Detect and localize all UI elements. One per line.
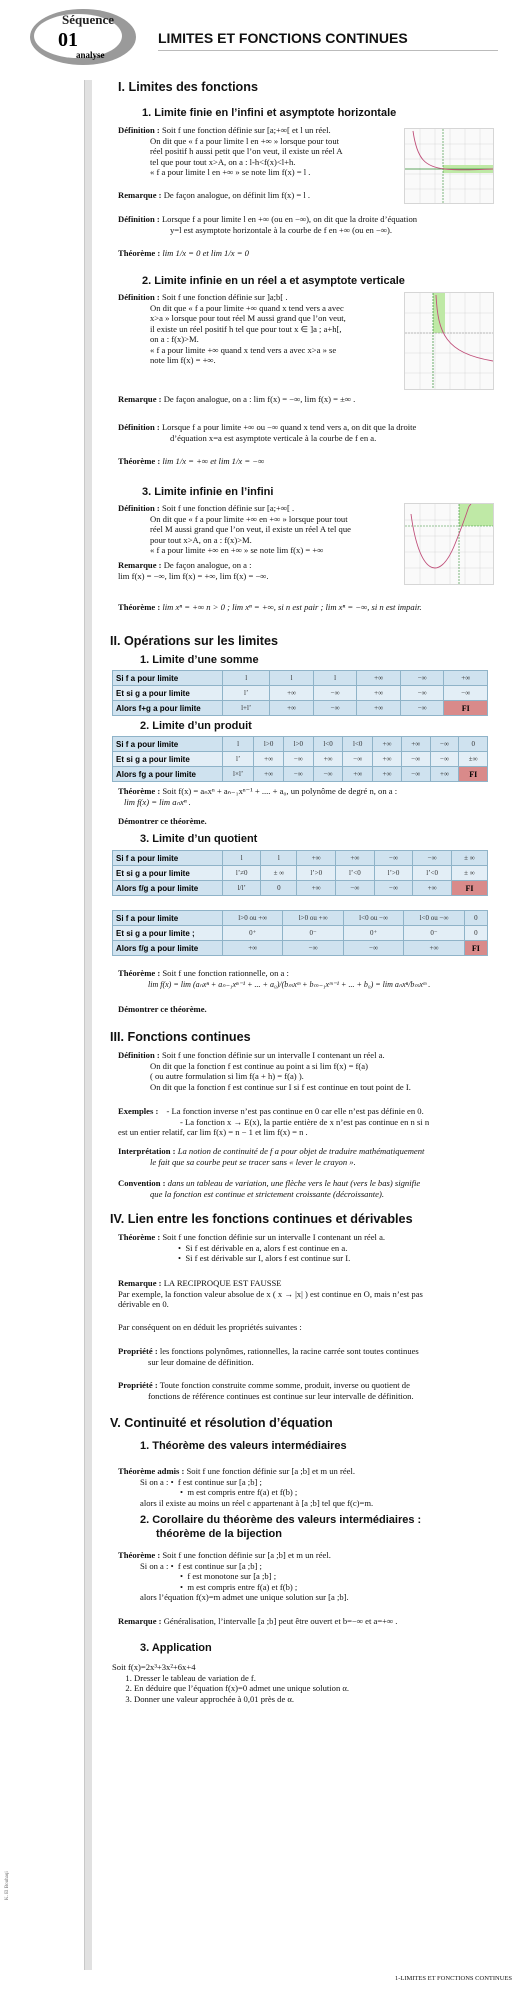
table-cell: −∞: [313, 686, 357, 701]
s4-prop1: Propriété : les fonctions polynômes, rationnelles, la racine carrée sont toutes continues sur leur domaine de définition.: [118, 1346, 419, 1367]
row-header: Alors fg a pour limite: [113, 767, 223, 782]
table-cell: ±∞: [459, 752, 488, 767]
s5-sub2b: théorème de la bijection: [156, 1528, 282, 1540]
table-cell: +∞: [357, 671, 401, 686]
s2-demo2: Démontrer ce théorème.: [118, 1004, 207, 1014]
table-cell: l<0 ou −∞: [343, 911, 403, 926]
title-underline: [158, 50, 498, 51]
table-cell: −∞: [400, 671, 444, 686]
s1-sub2: 2. Limite infinie en un réel a et asymptote verticale: [142, 275, 405, 287]
row-header: Et si g a pour limite: [113, 866, 223, 881]
row-header: Si f a pour limite: [113, 911, 223, 926]
s5-sub2: 2. Corollaire du théorème des valeurs intermédiaires :: [140, 1514, 422, 1526]
table-cell: +∞: [413, 881, 452, 896]
s1-thm1: Théorème : lim 1/x = 0 et lim 1/x = 0: [118, 248, 249, 258]
table-cell: +∞: [270, 686, 314, 701]
table-cell: +∞: [401, 737, 430, 752]
table-cell: +∞: [430, 767, 459, 782]
table-row: [113, 911, 488, 926]
table-cell: −∞: [374, 881, 413, 896]
table-cell: FI: [459, 767, 488, 782]
s4-thm: Théorème : Soit f une fonction définie sur un intervalle I contenant un réel a. • Si f est dérivable en a, alors f est continue en a. • Si f est dérivable sur I, alors f est continue sur I.: [118, 1232, 386, 1263]
table-cell: +∞: [343, 767, 373, 782]
table-cell: −∞: [343, 752, 373, 767]
s5-thm: Théorème : Soit f une fonction définie sur [a ;b] et m un réel. Si on a : • f est continue sur [a ;b] ; • f est monotone sur [a ;b] ; • m est compris entre f(a) et f(b) ; alors l’équation f(x)=m admet une unique solution sur [a ;b].: [118, 1550, 349, 1602]
table-cell: l: [270, 671, 314, 686]
table-cell: ± ∞: [261, 866, 297, 881]
s5-rem: Remarque : Généralisation, l’intervalle [a ;b] peut être ouvert et b=−∞ et a=+∞ .: [118, 1616, 398, 1626]
row-header: Alors f/g a pour limite: [113, 941, 223, 956]
s3-interpretation: Interprétation : La notion de continuité de f a pour objet de traduire mathématiquement le fait que sa courbe peut se tracer sans « lever le crayon ».: [118, 1146, 425, 1167]
app-item: 3. Donner une valeur approchée à 0,01 près de α.: [134, 1694, 504, 1705]
table-cell: +∞: [373, 767, 402, 782]
side-id: K. El Bouhaqi: [5, 1871, 10, 1900]
s2-sub1: 1. Limite d’une somme: [140, 654, 259, 666]
s1-thm3: Théorème : lim xⁿ = +∞ n > 0 ; lim xⁿ = +∞, si n est pair ; lim xⁿ = −∞, si n est impair.: [118, 602, 422, 612]
table-cell: −∞: [413, 851, 452, 866]
table-cell: +∞: [373, 752, 402, 767]
table-cell: 0⁻: [404, 926, 464, 941]
table-row: [113, 767, 488, 782]
table-cell: +∞: [373, 737, 402, 752]
table-cell: l>0: [283, 737, 313, 752]
app-item: 2. En déduire que l’équation f(x)=0 admet une unique solution α.: [134, 1683, 504, 1694]
table-cell: +∞: [357, 686, 401, 701]
table-cell: 0⁺: [223, 926, 283, 941]
row-header: Si f a pour limite: [113, 671, 223, 686]
table-cell: l’≠0: [223, 866, 261, 881]
table-cell: l’>0: [297, 866, 336, 881]
s1-def3: Définition : Soit f une fonction définie sur ]a;b[ . On dit que « f a pour limite +∞ quand x tend vers a avec x>a » lorsque pour tout réel M aussi grand que l’on veut, il existe un réel positif h tel que pour tout x ∈ ]a ; a+h[, on a : f(x)>M. « f a pour limite +∞ quand x tend vers a avec x>a » se note lim f(x) = +∞.: [118, 292, 346, 365]
section-5-title: V. Continuité et résolution d’équation: [110, 1416, 333, 1430]
section-1-title: I. Limites des fonctions: [118, 80, 258, 94]
table-cell: l: [313, 671, 357, 686]
table-cell: l’<0: [336, 866, 375, 881]
s2-thm2: Théorème : Soit f une fonction rationnelle, on a : lim f(x) = lim (aₙxⁿ + aₙ₋₁xⁿ⁻¹ + ... + a₀)/(bₘxᵐ + bₘ₋₁xᵐ⁻¹ + ... + b₀) = lim aₙxⁿ/bₘxᵐ .: [118, 968, 431, 989]
sum-limit-table: [112, 670, 488, 716]
table-cell: −∞: [374, 851, 413, 866]
table-cell: l/l’: [223, 881, 261, 896]
left-margin-bar: [84, 80, 92, 1970]
table-cell: l<0 ou −∞: [404, 911, 464, 926]
badge-number: 01: [58, 29, 78, 51]
table-cell: l’: [223, 686, 270, 701]
table-cell: −∞: [313, 767, 343, 782]
table-cell: +∞: [297, 881, 336, 896]
s3-def: Définition : Soit f une fonction définie sur un intervalle I contenant un réel a. On dit que la fonction f est continue au point a si lim f(x) = f(a) ( ou autre formulation si lim f(a + h) = f(a) ). On dit que la fonction f est continue sur I si f est continue en tout point de I.: [118, 1050, 411, 1092]
table-cell: l’>0: [374, 866, 413, 881]
table-cell: ± ∞: [451, 866, 487, 881]
table-cell: l: [223, 851, 261, 866]
table-row: [113, 926, 488, 941]
s4-prop2: Propriété : Toute fonction construite comme somme, produit, inverse ou quotient de fonctions de référence continues est continue sur leur intervalle de définition.: [118, 1380, 414, 1401]
s2-demo1: Démontrer ce théorème.: [118, 816, 207, 826]
table-cell: 0: [261, 881, 297, 896]
table-cell: l+l’: [223, 701, 270, 716]
product-limit-table: [112, 736, 488, 782]
table-row: [113, 737, 488, 752]
table-cell: +∞: [357, 701, 401, 716]
row-header: Alors f/g a pour limite: [113, 881, 223, 896]
table-cell: 0: [464, 926, 487, 941]
s3-examples: Exemples : - La fonction inverse n’est pas continue en 0 car elle n’est pas définie en 0. - La fonction x → E(x), la partie entière de x n’est pas continue en n si n est un entier relatif, car lim f(x) = n − 1 et lim f(x) = n .: [118, 1106, 430, 1137]
page-footer: 1-LIMITES ET FONCTIONS CONTINUES: [394, 1975, 512, 1982]
table-cell: l>0 ou +∞: [223, 911, 283, 926]
table-cell: −∞: [313, 701, 357, 716]
table-cell: −∞: [430, 752, 459, 767]
table-cell: 0: [464, 911, 487, 926]
table-cell: −∞: [343, 941, 403, 956]
s1-def2: Définition : Lorsque f a pour limite l en +∞ (ou en −∞), on dit que la droite d’équation y=l est asymptote horizontale à la courbe de f en +∞ (ou en −∞).: [118, 214, 418, 235]
table-cell: ± ∞: [451, 851, 487, 866]
table-cell: −∞: [283, 941, 343, 956]
row-header: Alors f+g a pour limite: [113, 701, 223, 716]
row-header: Et si g a pour limite: [113, 752, 223, 767]
s5-sub1: 1. Théorème des valeurs intermédiaires: [140, 1440, 347, 1452]
s5-tva: Théorème admis : Soit f une fonction définie sur [a ;b] et m un réel. Si on a : • f est continue sur [a ;b] ; • m est compris entre f(a) et f(b) ; alors il existe au moins un réel c appartenant à [a ;b] tel que f(c)=m.: [118, 1466, 374, 1508]
section-2-title: II. Opérations sur les limites: [110, 634, 278, 648]
table-cell: 0⁻: [283, 926, 343, 941]
row-header: Si f a pour limite: [113, 851, 223, 866]
s1-def1: Définition : Soit f une fonction définie sur [a;+∞[ et l un réel. On dit que « f a pour limite l en +∞ » lorsque pour tout réel positif h aussi petit que l’on veut, il existe un réel A tel que pour tout x>A, on a : l-h<f(x)<l+h. « f a pour limite l en +∞ » se note lim f(x) = l .: [118, 125, 343, 177]
graph-infinite-limit: [404, 503, 494, 585]
table-cell: l: [261, 851, 297, 866]
section-4-title: IV. Lien entre les fonctions continues et dérivables: [110, 1212, 413, 1226]
table-cell: FI: [444, 701, 488, 716]
s5-sub3: 3. Application: [140, 1642, 212, 1654]
table-cell: −∞: [401, 767, 430, 782]
table-cell: l>0: [254, 737, 284, 752]
table-cell: +∞: [444, 671, 488, 686]
table-cell: −∞: [283, 752, 313, 767]
quotient-limit-table-1: [112, 850, 488, 896]
table-cell: −∞: [444, 686, 488, 701]
table-cell: +∞: [223, 941, 283, 956]
s1-thm2: Théorème : lim 1/x = +∞ et lim 1/x = −∞: [118, 456, 265, 466]
s1-rem3: Remarque : De façon analogue, on a : lim f(x) = −∞, lim f(x) = +∞, lim f(x) = −∞.: [118, 560, 269, 581]
table-row: [113, 701, 488, 716]
table-cell: FI: [451, 881, 487, 896]
row-header: Si f a pour limite: [113, 737, 223, 752]
badge-sub: analyse: [76, 50, 105, 60]
table-cell: l: [223, 671, 270, 686]
table-row: [113, 851, 488, 866]
s4-conseq: Par conséquent on en déduit les propriétés suivantes :: [118, 1322, 302, 1332]
table-row: [113, 686, 488, 701]
s2-thm: Théorème : Soit f(x) = aₙxⁿ + aₙ₋₁xⁿ⁻¹ + .... + a₀, un polynôme de degré n, on a : lim f(x) = lim aₙxⁿ .: [118, 786, 398, 807]
s2-sub3: 3. Limite d’un quotient: [140, 833, 258, 845]
table-row: [113, 671, 488, 686]
app-item: 1. Dresser le tableau de variation de f.: [134, 1673, 504, 1684]
table-cell: l: [223, 737, 254, 752]
graph-vertical-asymptote: [404, 292, 494, 390]
row-header: Et si g a pour limite ;: [113, 926, 223, 941]
table-cell: 0⁺: [343, 926, 403, 941]
s1-def5: Définition : Soit f une fonction définie sur [a;+∞[ . On dit que « f a pour limite +∞ en +∞ » lorsque pour tout réel M aussi grand que l’on veut, il existe un réel A tel que pour tout x>A, on a : f(x)>M. « f a pour limite +∞ en +∞ » se note lim f(x) = +∞: [118, 503, 351, 555]
table-cell: l<0: [313, 737, 343, 752]
table-cell: +∞: [336, 851, 375, 866]
table-cell: FI: [464, 941, 487, 956]
graph-horizontal-asymptote: [404, 128, 494, 204]
s1-rem2: Remarque : De façon analogue, on a : lim f(x) = −∞, lim f(x) = ±∞ .: [118, 394, 356, 404]
sequence-badge: [28, 6, 140, 68]
table-cell: −∞: [400, 701, 444, 716]
row-header: Et si g a pour limite: [113, 686, 223, 701]
table-row: [113, 752, 488, 767]
table-cell: +∞: [297, 851, 336, 866]
table-cell: −∞: [336, 881, 375, 896]
table-cell: +∞: [270, 701, 314, 716]
table-cell: +∞: [254, 767, 284, 782]
table-cell: −∞: [430, 737, 459, 752]
def-label: Définition :: [118, 125, 160, 135]
s3-convention: Convention : dans un tableau de variation, une flèche vers le haut (vers le bas) signifie que la fonction est continue et strictement croissante (décroissante).: [118, 1178, 421, 1199]
table-cell: −∞: [400, 686, 444, 701]
table-cell: +∞: [404, 941, 464, 956]
s1-rem1: Remarque : De façon analogue, on définit lim f(x) = l .: [118, 190, 311, 200]
table-cell: 0: [459, 737, 488, 752]
table-cell: l>0 ou +∞: [283, 911, 343, 926]
table-cell: +∞: [254, 752, 284, 767]
section-3-title: III. Fonctions continues: [110, 1030, 251, 1044]
page-title: LIMITES ET FONCTIONS CONTINUES: [158, 30, 408, 46]
table-cell: l<0: [343, 737, 373, 752]
table-row: [113, 941, 488, 956]
s5-application: Soit f(x)=2x³+3x²+6x+4 1. Dresser le tableau de variation de f. 2. En déduire que l’équation f(x)=0 admet une unique solution α. 3. Donner une valeur approchée à 0,01 près de α.: [112, 1662, 504, 1704]
s1-def4: Définition : Lorsque f a pour limite +∞ ou −∞ quand x tend vers a, on dit que la droite d’équation x=a est asymptote verticale à la courbe de f en a.: [118, 422, 417, 443]
table-row: [113, 866, 488, 881]
s1-sub1: 1. Limite finie en l’infini et asymptote horizontale: [142, 107, 397, 119]
s2-sub2: 2. Limite d’un produit: [140, 720, 252, 732]
quotient-limit-table-2: [112, 910, 488, 956]
s1-sub3: 3. Limite infinie en l’infini: [142, 486, 274, 498]
table-cell: l’: [223, 752, 254, 767]
badge-word: Séquence: [62, 12, 114, 27]
table-cell: +∞: [313, 752, 343, 767]
table-row: [113, 881, 488, 896]
table-cell: −∞: [283, 767, 313, 782]
table-cell: −∞: [401, 752, 430, 767]
table-cell: l’<0: [413, 866, 452, 881]
s4-rem: Remarque : LA RECIPROQUE EST FAUSSE Par exemple, la fonction valeur absolue de x ( x → |x| ) est continue en O, mais n’est pas dérivable en 0.: [118, 1278, 423, 1309]
table-cell: l×l’: [223, 767, 254, 782]
